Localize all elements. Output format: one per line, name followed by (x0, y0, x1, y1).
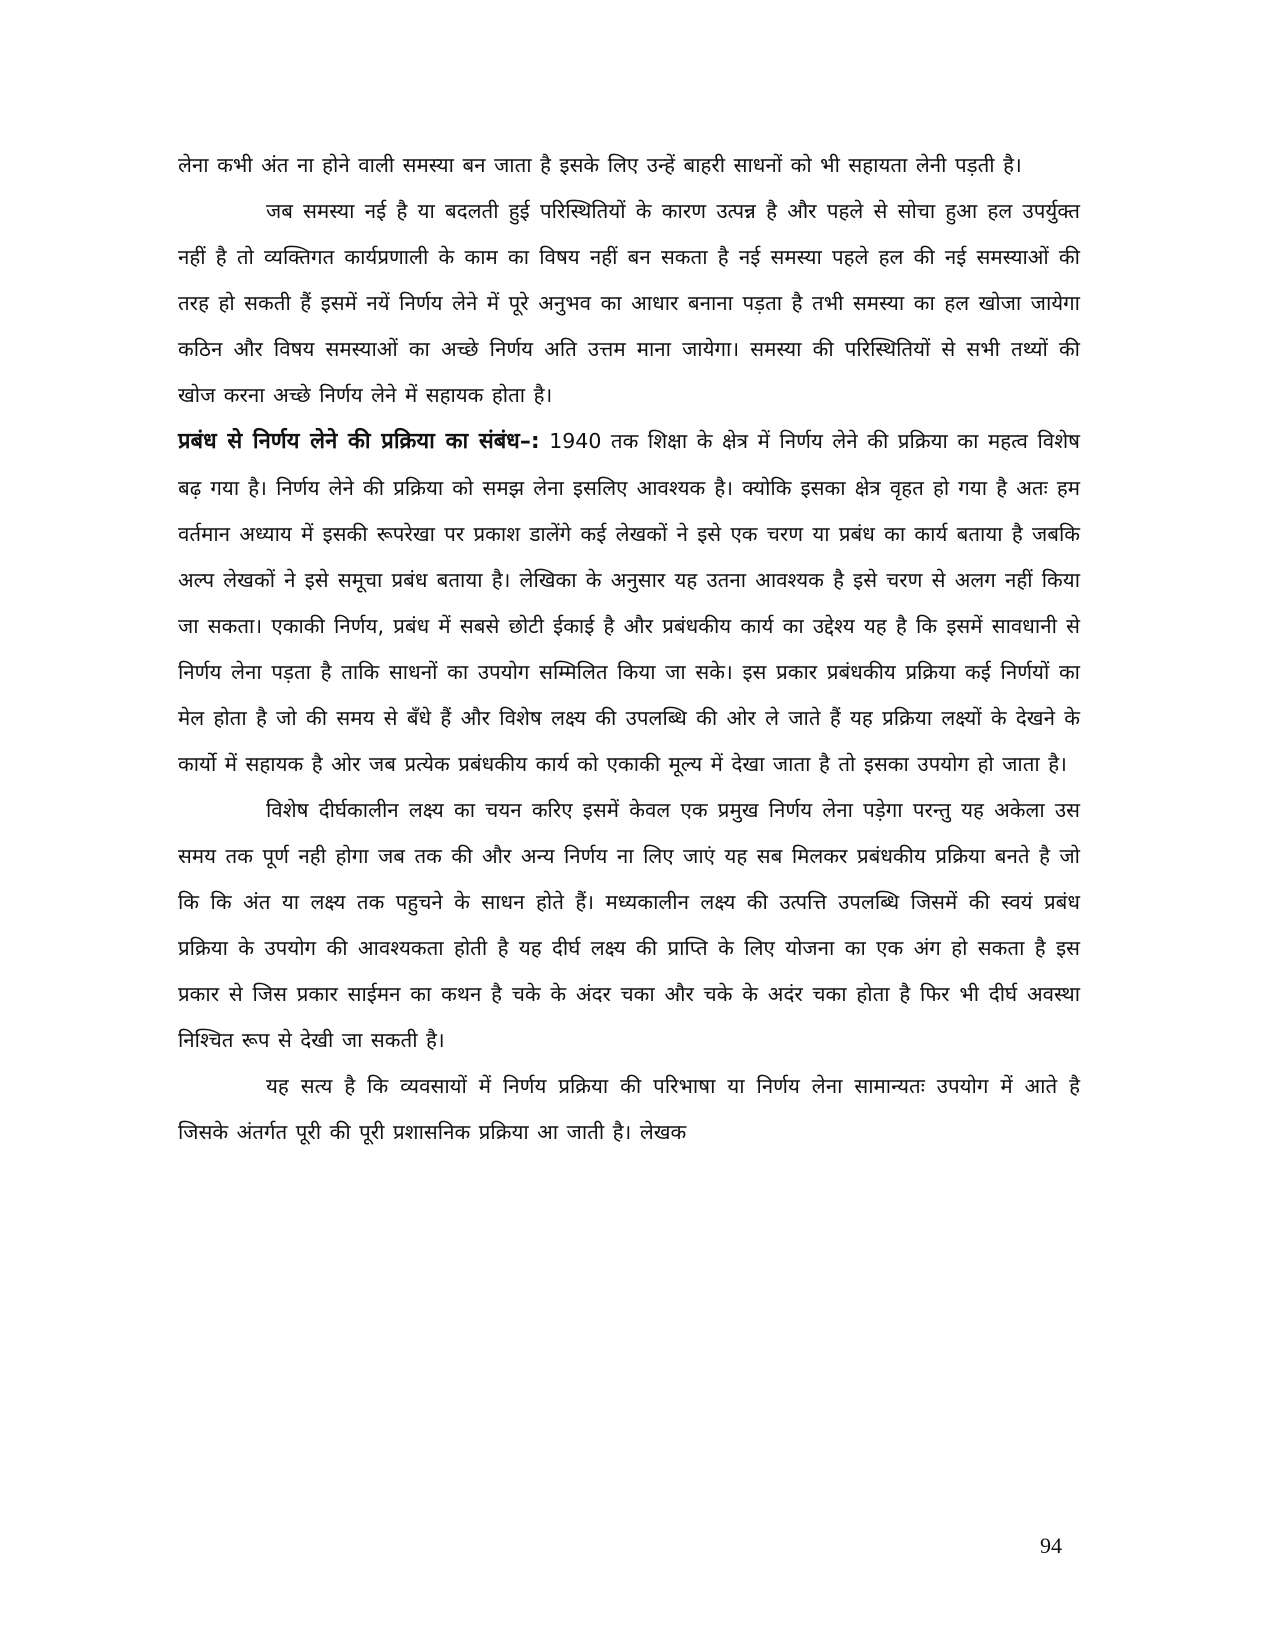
paragraph-1: लेना कभी अंत ना होने वाली समस्या बन जाता है इसके लिए उन्हें बाहरी साधनों को भी सहायता लेनी पड़ती है। (178, 153, 1022, 177)
section-heading: प्रबंध से निर्णय लेने की प्रक्रिया का संबंध–: (178, 429, 540, 454)
paragraph-3 (178, 418, 1080, 787)
paragraph-3-text: 1940 तक शिक्षा के क्षेत्र में निर्णय लेने की प्रक्रिया का महत्व विशेष बढ़ गया है। निर्णय लेने की प्रक्रिया को समझ लेना इसलिए आवश्यक है। क्योकि इसका क्षेत्र वृहत हो गया है अतः हम वर्तमान अध्याय में इसकी रूपरेखा पर प्रकाश डालेंगे कई लेखकों ने इसे एक चरण या प्रबंध का कार्य बताया है जबकि अल्प लेखकों ने इसे समूचा प्रबंध बताया है। लेखिका के अनुसार यह उतना आवश्यक है इसे चरण से अलग नहीं किया जा सकता। एकाकी निर्णय, प्रबंध में सबसे छोटी ईकाई है और प्रबंधकीय कार्य का उद्देश्य यह है कि इसमें सावधानी से निर्णय लेना पड़ता है ताकि साधनों का उपयोग सम्मिलित किया जा सके। इस प्रकार प्रबंधकीय प्रक्रिया कई निर्णयों का मेल होता है जो की समय से बँधे हैं और विशेष लक्ष्य की उपलब्धि की ओर ले जाते हैं यह प्रक्रिया लक्ष्यों के देखने के कार्यो में सहायक है ओर जब प्रत्येक प्रबंधकीय कार्य को एकाकी मूल्य में देखा जाता है तो इसका उपयोग हो जाता है। (178, 429, 1080, 776)
body-text (178, 142, 1080, 1155)
paragraph-2: जब समस्या नई है या बदलती हुई परिस्थितियों के कारण उत्पन्न है और पहले से सोचा हुआ हल उपर्युक्त नहीं है तो व्यक्तिगत कार्यप्रणाली के काम का विषय नहीं बन सकता है नई समस्या पहले हल की नई समस्याओं की तरह हो सकती हैं इसमें नयें निर्णय लेने में पूरे अनुभव का आधार बनाना पड़ता है तभी समस्या का हल खोजा जायेगा कठिन और विषय समस्याओं का अच्छे निर्णय अति उत्तम माना जायेगा। समस्या की परिस्थितियों से सभी तथ्यों की खोज करना अच्छे निर्णय लेने में सहायक होता है। (178, 199, 1080, 407)
paragraph-5: यह सत्य है कि व्यवसायों में निर्णय प्रक्रिया की परिभाषा या निर्णय लेना सामान्यतः उपयोग में आते है जिसके अंतर्गत पूरी की पूरी प्रशासनिक प्रक्रिया आ जाती है। लेखक (178, 1074, 1080, 1144)
paragraph-4: विशेष दीर्घकालीन लक्ष्य का चयन करिए इसमें केवल एक प्रमुख निर्णय लेना पड़ेगा परन्तु यह अकेला उस समय तक पूर्ण नही होगा जब तक की और अन्य निर्णय ना लिए जाएं यह सब मिलकर प्रबंधकीय प्रक्रिया बनते है जो कि कि अंत या लक्ष्य तक पहुचने के साधन होते हैं। मध्यकालीन लक्ष्य की उत्पत्ति उपलब्धि जिसमें की स्वयं प्रबंध प्रक्रिया के उपयोग की आवश्यकता होती है यह दीर्घ लक्ष्य की प्राप्ति के लिए योजना का एक अंग हो सकता है इस प्रकार से जिस प्रकार साईमन का कथन है चके के अंदर चका और चके के अदंर चका होता है फिर भी दीर्घ अवस्था निश्चित रूप से देखी जा सकती है। (178, 798, 1080, 1052)
page-number: 94 (1040, 1533, 1062, 1558)
